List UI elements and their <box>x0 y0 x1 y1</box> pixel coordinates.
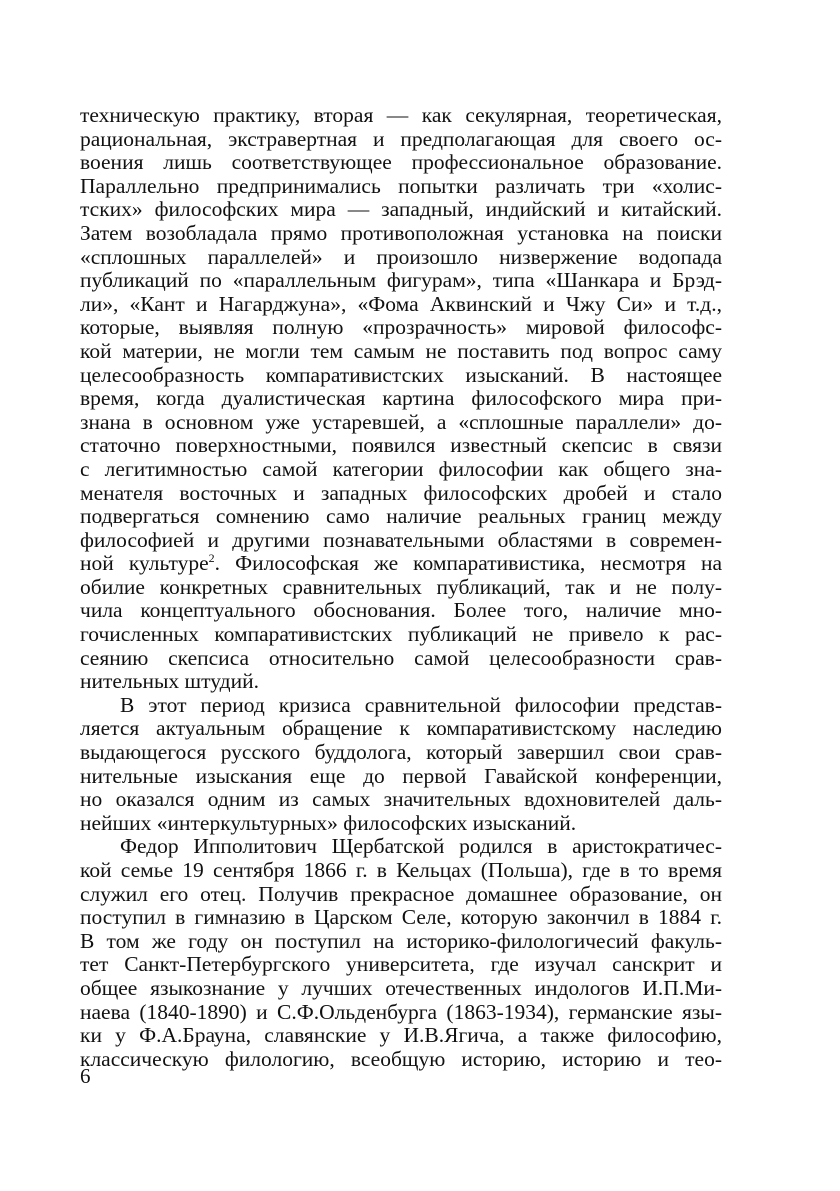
text-line: ки у Ф.А.Брауна, славянские у И.В.Ягича, а также философию, <box>80 1024 722 1048</box>
paragraph-2 <box>80 694 722 836</box>
text-line: Затем возобладала прямо противоположная установка на поиски <box>80 221 722 245</box>
text-line: с легитимностью самой категории философии как общего зна- <box>80 457 722 481</box>
text-line: но оказался одним из самых значительных вдохновителей даль- <box>80 788 722 812</box>
text-line: время, когда дуалистическая картина философского мира при- <box>80 387 722 411</box>
text-line: Параллельно предпринимались попытки различать три «холис- <box>80 174 722 198</box>
text-line: тских» философских мира — западный, индийский и китайский. <box>80 198 722 222</box>
text-line: статочно поверхностными, появился известный скепсис в связи <box>80 434 722 458</box>
text-line: нительных штудий. <box>80 670 259 694</box>
text-line: нительные изыскания еще до первой Гавайской конференции, <box>80 764 722 788</box>
text-line: сеянию скепсиса относительно самой целесообразности срав- <box>80 646 722 670</box>
text-line: тет Санкт-Петербургского университета, где изучал санскрит и <box>80 953 722 977</box>
text-line: нейших «интеркультурных» философских изысканий. <box>80 811 577 835</box>
text-line: общее языкознание у лучших отечественных индологов И.П.Ми- <box>80 976 722 1000</box>
text-line: ляется актуальным обращение к компаративистскому наследию <box>80 717 722 741</box>
text-line: наева (1840-1890) и С.Ф.Ольденбурга (1863-1934), германские язы- <box>80 1000 722 1024</box>
text-line: В этот период кризиса сравнительной философии представ- <box>120 693 722 717</box>
text-line: Федор Ипполитович Щербатской родился в аристократичес- <box>120 835 722 859</box>
text-line: философией и другими познавательными областями в современ- <box>80 528 722 552</box>
body-text <box>80 104 722 1071</box>
paragraph-3 <box>80 835 722 1071</box>
text-fragment: ной культуре <box>80 552 209 576</box>
text-line: менателя восточных и западных философских дробей и стало <box>80 481 722 505</box>
paragraph-1 <box>80 104 722 694</box>
text-line: подвергаться сомнению само наличие реальных границ между <box>80 505 722 529</box>
text-line: которые, выявляя полную «прозрачность» мировой философс- <box>80 316 722 340</box>
text-line: техническую практику, вторая — как секулярная, теоретическая, <box>80 104 722 127</box>
text-line: выдающегося русского буддолога, который завершил свои срав- <box>80 741 722 765</box>
page-number: 6 <box>80 1064 91 1088</box>
text-line: знана в основном уже устаревшей, а «сплошные параллели» до- <box>80 410 722 434</box>
text-line: обилие конкретных сравнительных публикаций, так и не полу- <box>80 575 722 599</box>
text-line: гочисленных компаративистских публикаций не привело к рас- <box>80 623 722 647</box>
text-line-with-footnote <box>80 552 722 576</box>
text-line: кой материи, не могли тем самым не поставить под вопрос саму <box>80 339 722 363</box>
text-line: служил его отец. Получив прекрасное домашнее образование, он <box>80 882 722 906</box>
text-line: классическую филологию, всеобщую историю, историю и тео- <box>80 1047 722 1071</box>
text-line: кой семье 19 сентября 1866 г. в Кельцах (Польша), где в то время <box>80 859 722 882</box>
text-fragment: . Философская же компаративистика, несмотря на <box>214 552 722 576</box>
text-line: В том же году он поступил на историко-филологичесий факуль- <box>80 929 722 953</box>
text-line: ли», «Кант и Нагарджуна», «Фома Аквинский и Чжу Си» и т.д., <box>80 292 722 316</box>
text-line: целесообразность компаративистских изысканий. В настоящее <box>80 363 722 387</box>
text-line: публикаций по «параллельным фигурам», типа «Шанкара и Брэд- <box>80 269 722 293</box>
text-line: поступил в гимназию в Царском Селе, которую закончил в 1884 г. <box>80 906 722 930</box>
text-line: воения лишь соответствующее профессиональное образование. <box>80 151 722 175</box>
text-line: рациональная, экстравертная и предполагающая для своего ос- <box>80 127 722 151</box>
text-line: «сплошных параллелей» и произошло низвержение водопада <box>80 245 722 269</box>
footnote-ref[interactable]: 2 <box>208 552 215 566</box>
text-line: чила концептуального обоснования. Более того, наличие мно- <box>80 599 722 623</box>
